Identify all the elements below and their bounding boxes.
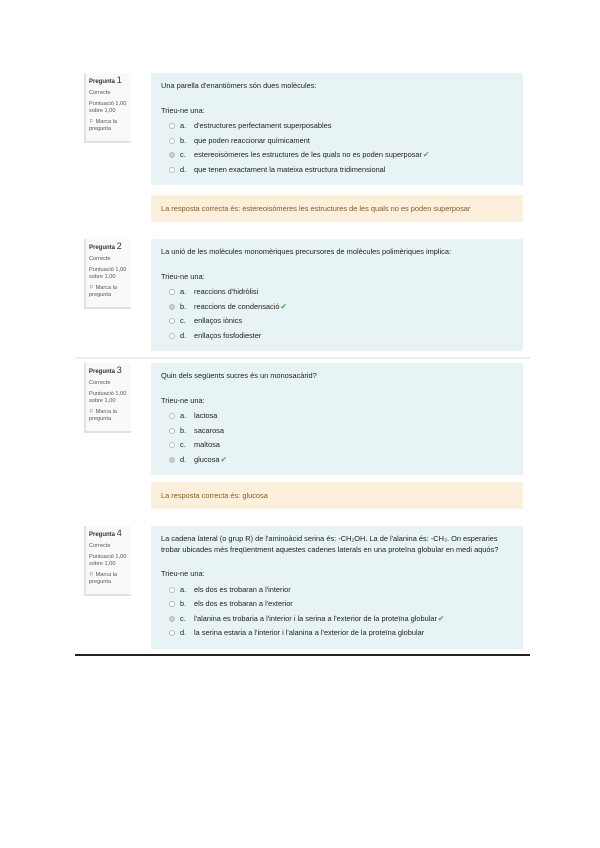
- option-text: estereoisòmeres les estructures de les quals no es poden superposar: [194, 150, 423, 159]
- correct-check-icon: ✔: [220, 454, 227, 464]
- radio-button[interactable]: [169, 123, 175, 129]
- option-text: els dos es trobaran a l'interior: [194, 584, 291, 594]
- radio-button[interactable]: [169, 442, 175, 448]
- answer-prompt: Trieu-ne una:: [161, 105, 205, 115]
- question-label: Pregunta: [89, 245, 116, 251]
- correct-answer-feedback: La resposta correcta és: estereoisòmeres les estructures de les quals no es poden superposar: [151, 195, 523, 222]
- answer-prompt: Trieu-ne una:: [161, 395, 205, 405]
- radio-button[interactable]: [169, 630, 175, 636]
- answer-option[interactable]: [161, 300, 513, 315]
- question-info: [84, 526, 131, 596]
- answer-option[interactable]: [161, 119, 513, 134]
- question-number: [89, 243, 129, 252]
- radio-button[interactable]: [169, 152, 175, 158]
- question-number-value: 1: [116, 75, 122, 85]
- radio-button[interactable]: [169, 428, 175, 434]
- question-status: Correcte: [89, 90, 111, 96]
- option-letter: c.: [180, 150, 186, 159]
- option-text: que poden reaccionar químicament: [194, 135, 310, 145]
- question-status: Correcte: [89, 543, 111, 549]
- option-letter: d.: [180, 628, 187, 637]
- question-info: [84, 363, 131, 433]
- option-text: reaccions d'hidròlisi: [194, 287, 259, 296]
- question-label: Pregunta: [89, 532, 116, 538]
- option-letter: c.: [180, 613, 186, 623]
- option-letter: c.: [180, 440, 186, 449]
- question-score: Puntuació 1,00 sobre 1,00: [89, 391, 127, 404]
- radio-button[interactable]: [169, 289, 175, 295]
- answer-option[interactable]: [161, 626, 513, 641]
- question-label: Pregunta: [89, 79, 116, 85]
- option-letter: b.: [180, 425, 187, 435]
- question-text: La unió de les molècules monomèriques precursores de molècules polimèriques implica:: [161, 247, 452, 256]
- option-text: reaccions de condensació: [194, 301, 280, 311]
- correct-check-icon: ✔: [437, 613, 445, 623]
- option-letter: c.: [180, 316, 186, 325]
- answer-option[interactable]: [161, 134, 513, 149]
- question-content: [151, 363, 523, 475]
- radio-button[interactable]: [169, 601, 175, 607]
- question-number-value: 2: [116, 241, 122, 251]
- correct-check-icon: ✔: [423, 150, 430, 159]
- answer-option[interactable]: [161, 438, 513, 453]
- option-text: la serina estaria a l'interior i l'alanina a l'exterior de la proteïna globular: [194, 628, 425, 637]
- radio-button[interactable]: [169, 333, 175, 339]
- option-text: sacarosa: [194, 425, 224, 435]
- answer-option[interactable]: [161, 285, 513, 300]
- radio-button[interactable]: [169, 457, 175, 463]
- option-letter: d.: [180, 454, 187, 464]
- answer-option[interactable]: [161, 329, 513, 344]
- answer-option[interactable]: [161, 597, 513, 612]
- flag-label: Marca la pregunta: [89, 285, 118, 298]
- question-label: Pregunta: [89, 369, 116, 375]
- divider: [75, 357, 530, 359]
- question-text: La cadena lateral (o grup R) de l'aminoàcid serina és: -CH₂OH. La de l'alanina és: -CH₃. On esperaries trobar ubicades més freqüentment aquestes cadenes laterals en una proteïna globular en medi aquós?: [161, 534, 499, 554]
- question-status: Correcte: [89, 256, 111, 262]
- option-letter: a.: [180, 287, 187, 296]
- correct-check-icon: ✔: [280, 301, 287, 311]
- question-number: [89, 367, 129, 376]
- flag-question-link[interactable]: [89, 119, 129, 133]
- flag-question-link[interactable]: [89, 409, 129, 423]
- flag-icon: ⚐: [89, 285, 95, 291]
- option-letter: b.: [180, 135, 187, 145]
- answer-option[interactable]: [161, 314, 513, 329]
- radio-button[interactable]: [169, 616, 175, 622]
- option-letter: d.: [180, 164, 187, 174]
- option-text: que tenen exactament la mateixa estructura tridimensional: [194, 164, 386, 174]
- radio-button[interactable]: [169, 138, 175, 144]
- question-number: [89, 530, 129, 539]
- option-text: enllaços fosfodiester: [194, 330, 262, 340]
- question-number-value: 3: [116, 365, 122, 375]
- answer-option[interactable]: [161, 424, 513, 439]
- answer-option[interactable]: [161, 612, 513, 627]
- option-letter: a.: [180, 584, 187, 594]
- question-status: Correcte: [89, 380, 111, 386]
- option-text: lactosa: [194, 411, 218, 420]
- answer-option[interactable]: [161, 163, 513, 178]
- flag-label: Marca la pregunta: [89, 572, 118, 585]
- radio-button[interactable]: [169, 318, 175, 324]
- radio-button[interactable]: [169, 304, 175, 310]
- flag-question-link[interactable]: [89, 285, 129, 299]
- question-score: Puntuació 1,00 sobre 1,00: [89, 267, 127, 280]
- question-content: [151, 526, 523, 649]
- option-text: els dos es trobaran a l'exterior: [194, 599, 293, 608]
- question-info: [84, 73, 131, 143]
- question-info: [84, 239, 131, 309]
- answer-option[interactable]: [161, 583, 513, 598]
- question-number: [89, 77, 129, 86]
- question-text: Quin dels següents sucres és un monosacàrid?: [161, 371, 317, 380]
- question-score: Puntuació 1,00 sobre 1,00: [89, 101, 127, 114]
- option-letter: b.: [180, 599, 187, 608]
- option-letter: a.: [180, 121, 187, 130]
- answer-option[interactable]: [161, 409, 513, 424]
- page-bottom-rule: [75, 654, 530, 656]
- option-text: d'estructures perfectament superposables: [194, 121, 332, 130]
- option-text: maltosa: [194, 440, 220, 449]
- question-number-value: 4: [116, 528, 122, 538]
- answer-prompt: Trieu-ne una:: [161, 569, 205, 578]
- flag-label: Marca la pregunta: [89, 119, 118, 132]
- flag-icon: ⚐: [89, 572, 95, 578]
- flag-icon: ⚐: [89, 409, 95, 415]
- question-score: Puntuació 1,00 sobre 1,00: [89, 554, 127, 567]
- option-text: enllaços iònics: [194, 316, 243, 325]
- flag-question-link[interactable]: [89, 572, 129, 586]
- option-letter: a.: [180, 411, 187, 420]
- answer-prompt: Trieu-ne una:: [161, 271, 205, 281]
- radio-button[interactable]: [169, 413, 175, 419]
- option-text: glucosa: [194, 454, 220, 464]
- question-content: [151, 73, 523, 185]
- question-content: [151, 239, 523, 351]
- flag-icon: ⚐: [89, 119, 95, 125]
- radio-button[interactable]: [169, 167, 175, 173]
- option-letter: d.: [180, 330, 187, 340]
- flag-label: Marca la pregunta: [89, 409, 118, 422]
- answer-option[interactable]: [161, 453, 513, 468]
- question-text: Una parella d'enantiòmers són dues molècules:: [161, 81, 317, 90]
- answer-option[interactable]: [161, 148, 513, 163]
- correct-answer-feedback: La resposta correcta és: glucosa: [151, 482, 523, 509]
- option-text: l'alanina es trobaria a l'interior i la serina a l'exterior de la proteïna globular: [194, 613, 437, 623]
- option-letter: b.: [180, 301, 187, 311]
- radio-button[interactable]: [169, 587, 175, 593]
